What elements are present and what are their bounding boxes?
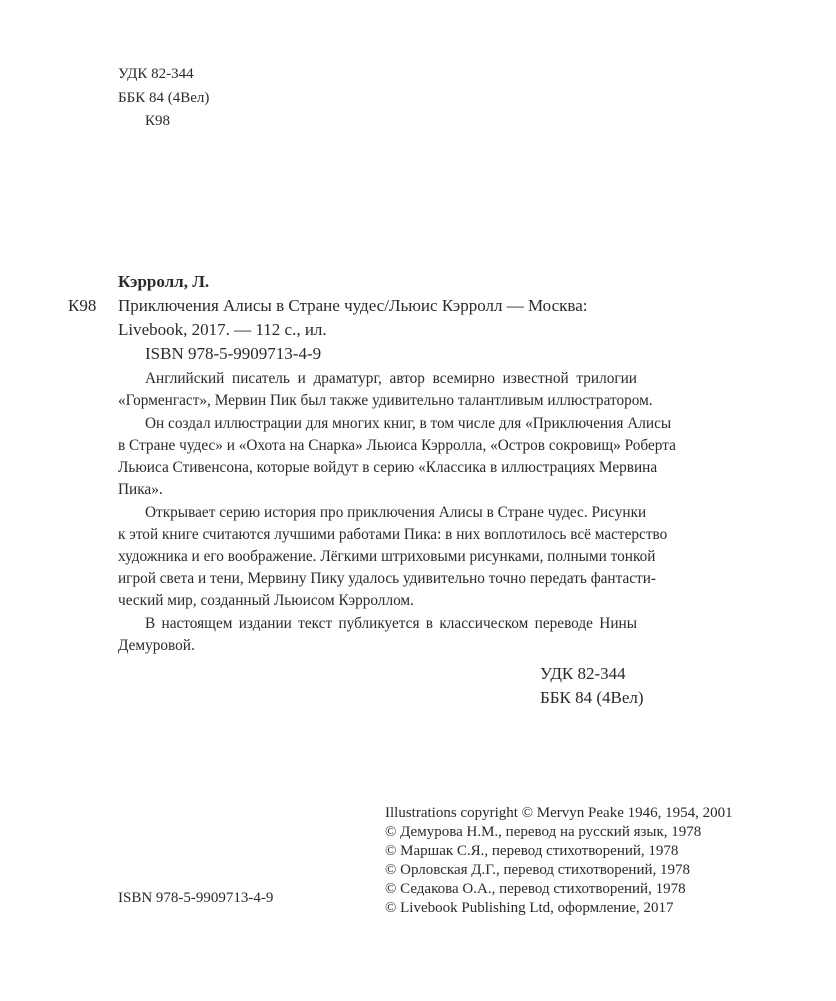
annotation-line: Английский писатель и драматург, автор всемирно известной трилогии <box>145 370 637 387</box>
copyright-line: © Маршак С.Я., перевод стихотворений, 1978 <box>385 843 679 859</box>
annotation-line: Открывает серию история про приключения Алисы в Стране чудес. Рисунки <box>145 504 647 521</box>
annotation-line: художника и его воображение. Лёгкими штриховыми рисунками, полными тонкой <box>118 548 656 565</box>
udk-code: УДК 82-344 <box>540 664 626 683</box>
annotation-line: ческий мир, созданный Льюисом Кэрроллом. <box>118 592 414 609</box>
title-line: Livebook, 2017. — 112 с., ил. <box>118 320 327 339</box>
annotation-line: Льюиса Стивенсона, которые войдут в серию «Классика в иллюстрациях Мервина <box>118 459 658 476</box>
title-line: Приключения Алисы в Стране чудес/Льюис Кэрролл — Москва: <box>118 296 588 315</box>
copyright-line: © Орловская Д.Г., перевод стихотворений, 1978 <box>385 862 691 878</box>
isbn-bottom: ISBN 978-5-9909713-4-9 <box>118 890 274 906</box>
author-name: Кэрролл, Л. <box>118 272 210 291</box>
annotation-line: к этой книге считаются лучшими работами Пика: в них воплотилось всё мастерство <box>118 526 668 543</box>
annotation-line: Он создал иллюстрации для многих книг, в том числе для «Приключения Алисы <box>145 415 672 432</box>
bbk-code: ББК 84 (4Вел) <box>118 90 210 106</box>
author-mark: К98 <box>145 113 171 129</box>
copyright-line: Illustrations copyright © Mervyn Peake 1946, 1954, 2001 <box>385 805 733 821</box>
annotation-line: В настоящем издании текст публикуется в классическом переводе Нины <box>145 615 637 632</box>
annotation-line: Демуровой. <box>118 637 195 654</box>
copyright-line: © Седакова О.А., перевод стихотворений, 1978 <box>385 881 686 897</box>
isbn: ISBN 978-5-9909713-4-9 <box>145 344 322 363</box>
annotation-line: игрой света и тени, Мервину Пику удалось удивительно точно передать фантасти- <box>118 570 657 587</box>
udk-code: УДК 82-344 <box>118 66 194 82</box>
bbk-code: ББК 84 (4Вел) <box>540 688 644 707</box>
copyright-line: © Livebook Publishing Ltd, оформление, 2017 <box>385 900 674 916</box>
copyright-line: © Демурова Н.М., перевод на русский язык, 1978 <box>385 824 702 840</box>
annotation-line: в Стране чудес» и «Охота на Снарка» Льюиса Кэрролла, «Остров сокровищ» Роберта <box>118 437 676 454</box>
annotation-line: «Горменгаст», Мервин Пик был также удивительно талантливым иллюстратором. <box>118 392 653 409</box>
author-mark: К98 <box>68 296 97 315</box>
annotation-line: Пика». <box>118 481 163 498</box>
